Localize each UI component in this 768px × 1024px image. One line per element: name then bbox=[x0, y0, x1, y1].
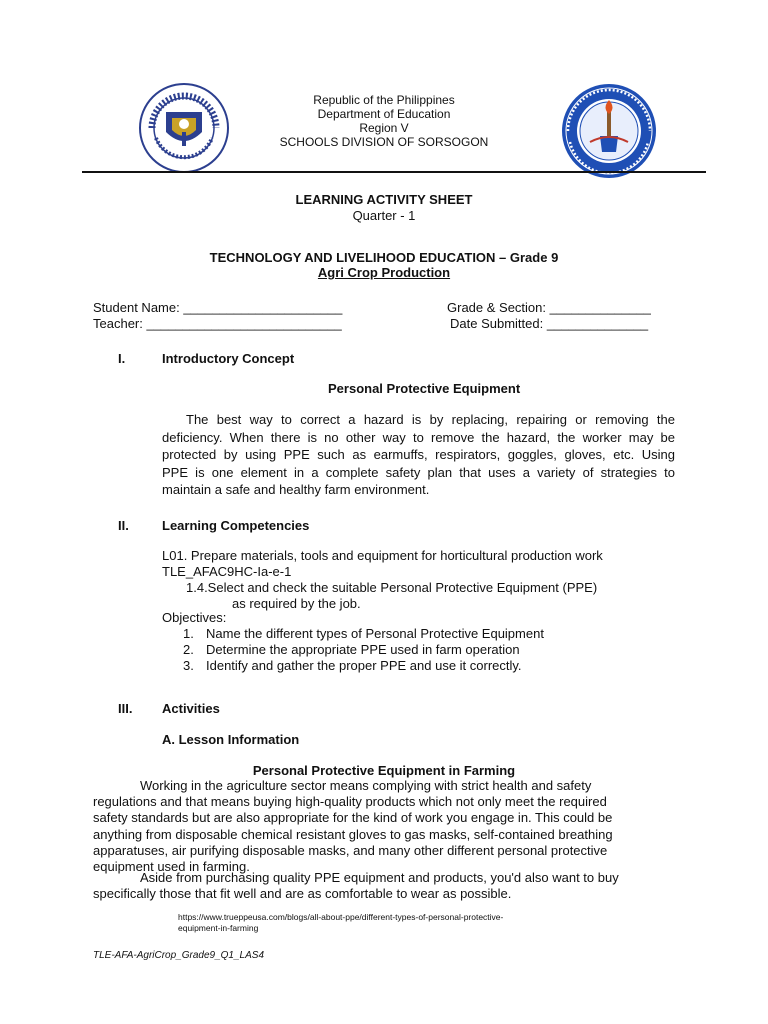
objective-text: Name the different types of Personal Protective Equipment bbox=[206, 626, 544, 641]
subject-subtitle: Agri Crop Production bbox=[317, 265, 451, 280]
date-submitted-field[interactable]: Date Submitted: ______________ bbox=[450, 316, 649, 331]
lesson-line: apparatuses, air purifying disposable masks, and many other different personal protective bbox=[93, 842, 608, 858]
lesson-line: safety standards but are also appropriate for the kind of work you engage in. This could be bbox=[93, 810, 613, 826]
teacher-field[interactable]: Teacher: ___________________________ bbox=[93, 316, 342, 331]
lesson-line: Working in the agriculture sector means complying with strict health and safety bbox=[140, 778, 592, 793]
objective-number: 1. bbox=[183, 626, 194, 641]
reference-link[interactable] bbox=[178, 912, 503, 934]
header-department: Department of Education bbox=[317, 107, 451, 121]
intro-line: protected by using PPE such as earmuffs, respirators, goggles, gloves, etc. Using bbox=[162, 447, 675, 462]
lesson-paragraph-1 bbox=[93, 778, 673, 875]
intro-line: The best way to correct a hazard is by replacing, repairing or removing the bbox=[186, 412, 675, 427]
header-region: Region V bbox=[359, 121, 409, 135]
student-name-field[interactable]: Student Name: ______________________ bbox=[93, 300, 343, 315]
intro-line: deficiency. When there is no other way to remove the hazard, the worker may be bbox=[162, 429, 675, 445]
competency-line-1: 1.4.Select and check the suitable Personal Protective Equipment (PPE) bbox=[186, 580, 598, 595]
lesson-line: equipment used in farming. bbox=[93, 859, 250, 875]
section-2-title: Learning Competencies bbox=[162, 518, 310, 533]
section-3-number: III. bbox=[118, 701, 133, 716]
subject-title: TECHNOLOGY AND LIVELIHOOD EDUCATION – Grade 9 bbox=[209, 250, 559, 265]
sheet-quarter: Quarter - 1 bbox=[352, 208, 416, 223]
objective-item bbox=[183, 626, 544, 641]
objective-number: 2. bbox=[183, 642, 194, 657]
header-republic: Republic of the Philippines bbox=[313, 93, 455, 107]
objective-item bbox=[183, 642, 520, 657]
header-divider bbox=[82, 171, 706, 173]
lesson-paragraph-2 bbox=[93, 870, 673, 902]
sheet-title: LEARNING ACTIVITY SHEET bbox=[295, 192, 473, 207]
objective-item bbox=[183, 658, 522, 673]
competency-line-2: as required by the job. bbox=[232, 596, 361, 611]
objective-number: 3. bbox=[183, 658, 194, 673]
reference-line: https://www.trueppeusa.com/blogs/all-about-ppe/different-types-of-personal-protective- bbox=[178, 912, 504, 922]
section-3-title: Activities bbox=[162, 701, 220, 716]
objective-text: Determine the appropriate PPE used in farm operation bbox=[206, 642, 520, 657]
lesson-info-heading: A. Lesson Information bbox=[162, 732, 300, 747]
intro-line: PPE is one element in a complete safety plan that uses a variety of strategies to bbox=[162, 464, 675, 480]
section-1-title: Introductory Concept bbox=[162, 351, 295, 366]
lesson-line: anything from disposable chemical resistant gloves to gas masks, self-contained breathing bbox=[93, 826, 613, 842]
footer-code: TLE-AFA-AgriCrop_Grade9_Q1_LAS4 bbox=[93, 950, 265, 961]
lesson-line: regulations and that means buying high-quality products which not only meet the required bbox=[93, 794, 607, 810]
lesson-line: Aside from purchasing quality PPE equipment and products, you'd also want to buy bbox=[140, 870, 619, 885]
intro-paragraph bbox=[162, 411, 675, 499]
section-1-number: I. bbox=[118, 351, 126, 366]
section-1-subtitle: Personal Protective Equipment bbox=[328, 381, 521, 396]
objective-text: Identify and gather the proper PPE and use it correctly. bbox=[206, 658, 522, 673]
section-2-number: II. bbox=[118, 518, 129, 533]
competency-code: TLE_AFAC9HC-Ia-e-1 bbox=[162, 564, 292, 579]
division-seal-logo bbox=[560, 82, 658, 180]
header-division: SCHOOLS DIVISION OF SORSOGON bbox=[279, 135, 489, 149]
objectives-label: Objectives: bbox=[162, 610, 227, 625]
reference-line: equipment-in-farming bbox=[178, 923, 259, 933]
grade-section-field[interactable]: Grade & Section: ______________ bbox=[447, 300, 651, 315]
learning-outcome: L01. Prepare materials, tools and equipment for horticultural production work bbox=[162, 548, 603, 563]
intro-line: maintain a safe and healthy farm environment. bbox=[162, 482, 430, 497]
lesson-line: specifically those that fit well and are as comfortable to wear as possible. bbox=[93, 886, 512, 901]
lesson-title: Personal Protective Equipment in Farming bbox=[252, 763, 516, 778]
deped-seal-logo bbox=[138, 82, 230, 174]
